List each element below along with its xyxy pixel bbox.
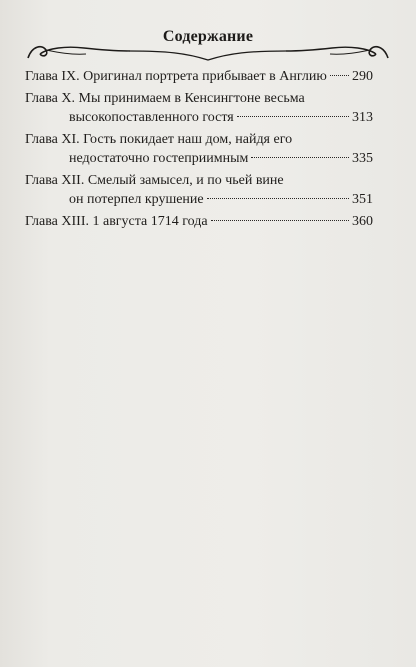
toc-entry-title: Глава XII. Смелый замысел, и по чьей вине xyxy=(25,173,284,188)
table-of-contents xyxy=(25,67,373,234)
dot-leader xyxy=(207,198,349,199)
toc-entry-chapter-10[interactable] xyxy=(25,89,373,127)
page-title: Содержание xyxy=(162,28,254,45)
toc-page-number: 351 xyxy=(352,192,373,207)
toc-entry-title-continued: недостаточно гостеприимным xyxy=(69,151,249,166)
toc-page-number: 335 xyxy=(352,151,373,166)
toc-page-number: 313 xyxy=(352,110,373,125)
dot-leader xyxy=(251,157,349,158)
toc-entry-title: Глава IX. Оригинал портрета прибывает в Англию xyxy=(25,69,327,84)
show-through-text xyxy=(40,240,396,360)
toc-page-number: 360 xyxy=(352,214,373,229)
toc-page-number: 290 xyxy=(352,69,373,84)
toc-entry-title-continued: высокопоставленного гостя xyxy=(69,110,234,125)
page-header xyxy=(26,24,390,64)
toc-entry-title: Глава XIII. 1 августа 1714 года xyxy=(25,214,208,229)
toc-entry-title: Глава X. Мы принимаем в Кенсингтоне весьма xyxy=(25,91,305,106)
toc-entry-chapter-11[interactable] xyxy=(25,130,373,168)
toc-entry-title: Глава XI. Гость покидает наш дом, найдя его xyxy=(25,132,293,147)
dot-leader xyxy=(330,75,349,76)
dot-leader xyxy=(211,220,349,221)
toc-entry-chapter-13[interactable] xyxy=(25,212,373,231)
toc-entry-title-continued: он потерпел крушение xyxy=(69,192,204,207)
dot-leader xyxy=(237,116,349,117)
toc-entry-chapter-12[interactable] xyxy=(25,171,373,209)
toc-entry-chapter-9[interactable] xyxy=(25,67,373,86)
